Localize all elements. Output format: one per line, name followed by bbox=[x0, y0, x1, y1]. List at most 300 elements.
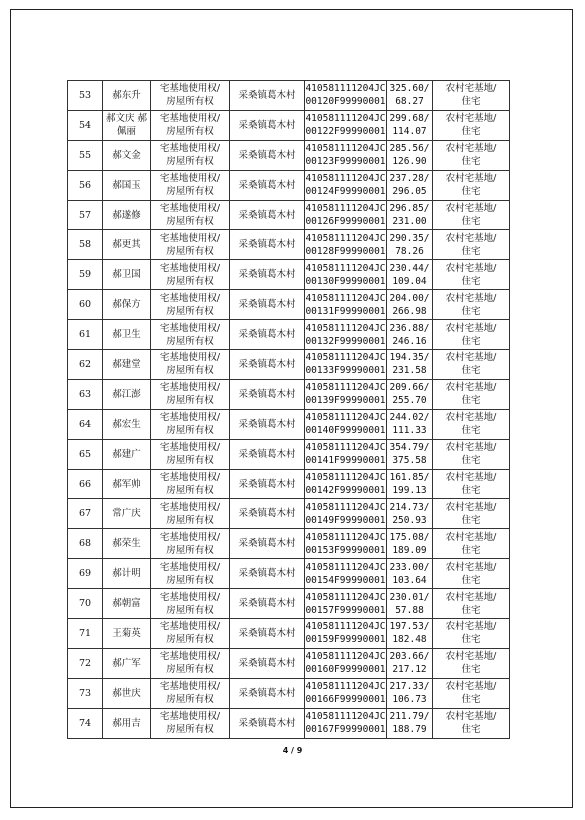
property-code-line-1: 410581111204JC bbox=[305, 262, 386, 274]
property-code bbox=[305, 81, 387, 111]
right-type bbox=[151, 708, 230, 738]
property-code-line-2: 00133F99990001 bbox=[305, 365, 386, 377]
owner-name: 郝军帅 bbox=[103, 469, 151, 499]
usage-line-1: 农村宅基地/ bbox=[445, 561, 497, 573]
location: 采桑镇葛木村 bbox=[230, 81, 305, 111]
row-number: 57 bbox=[68, 200, 103, 230]
row-number: 66 bbox=[68, 469, 103, 499]
property-code-line-2: 00140F99990001 bbox=[305, 425, 386, 437]
records-table-body bbox=[68, 81, 510, 739]
area-line-2: 231.00 bbox=[392, 216, 427, 227]
location: 采桑镇葛木村 bbox=[230, 260, 305, 290]
row-number: 54 bbox=[68, 110, 103, 140]
table-row bbox=[68, 469, 510, 499]
row-number: 62 bbox=[68, 350, 103, 380]
right-type bbox=[151, 200, 230, 230]
property-code-line-1: 410581111204JC bbox=[305, 382, 386, 394]
property-code-line-1: 410581111204JC bbox=[305, 173, 386, 185]
usage-line-1: 农村宅基地/ bbox=[445, 711, 497, 723]
usage bbox=[433, 110, 510, 140]
right-type bbox=[151, 559, 230, 589]
usage bbox=[433, 439, 510, 469]
area-line-2: 114.07 bbox=[392, 126, 427, 138]
area-line-2: 78.26 bbox=[395, 245, 424, 257]
property-code bbox=[305, 379, 387, 409]
property-code-line-1: 410581111204JC bbox=[305, 681, 386, 693]
usage bbox=[433, 619, 510, 649]
area-line-2: 182.48 bbox=[392, 634, 427, 646]
area-line-2: 217.12 bbox=[392, 664, 427, 676]
table-row bbox=[68, 559, 510, 589]
property-code-line-1: 410581111204JC bbox=[305, 232, 386, 244]
right-type bbox=[151, 230, 230, 260]
area bbox=[387, 170, 433, 200]
property-code-line-1: 410581111204JC bbox=[305, 143, 386, 155]
right-type-line-1: 宅基地使用权/ bbox=[159, 501, 221, 513]
right-type bbox=[151, 320, 230, 350]
right-type-line-2: 房屋所有权 bbox=[166, 664, 214, 676]
area-line-1: 244.02/ bbox=[389, 412, 430, 424]
owner-name: 王菊英 bbox=[103, 619, 151, 649]
property-code bbox=[305, 469, 387, 499]
owner-name: 郝用吉 bbox=[103, 708, 151, 738]
usage bbox=[433, 200, 510, 230]
area bbox=[387, 230, 433, 260]
usage bbox=[433, 708, 510, 738]
usage bbox=[433, 140, 510, 170]
usage-line-2: 住宅 bbox=[461, 455, 481, 467]
location: 采桑镇葛木村 bbox=[230, 499, 305, 529]
location: 采桑镇葛木村 bbox=[230, 320, 305, 350]
right-type-line-2: 房屋所有权 bbox=[166, 604, 214, 616]
owner-name: 郝江澎 bbox=[103, 379, 151, 409]
usage bbox=[433, 170, 510, 200]
area-line-2: 126.90 bbox=[392, 156, 427, 168]
table-row bbox=[68, 320, 510, 350]
usage-line-1: 农村宅基地/ bbox=[445, 232, 497, 244]
location: 采桑镇葛木村 bbox=[230, 230, 305, 260]
usage-line-1: 农村宅基地/ bbox=[445, 651, 497, 663]
owner-name: 郝建堂 bbox=[103, 350, 151, 380]
area bbox=[387, 200, 433, 230]
owner-name: 郝计明 bbox=[103, 559, 151, 589]
area bbox=[387, 439, 433, 469]
right-type-line-1: 宅基地使用权/ bbox=[159, 322, 221, 334]
row-number: 61 bbox=[68, 320, 103, 350]
right-type bbox=[151, 350, 230, 380]
usage-line-2: 住宅 bbox=[461, 634, 481, 646]
property-code-line-2: 00149F99990001 bbox=[305, 514, 386, 526]
table-row bbox=[68, 140, 510, 170]
right-type-line-2: 房屋所有权 bbox=[166, 245, 214, 257]
usage-line-2: 住宅 bbox=[461, 694, 481, 706]
right-type-line-1: 宅基地使用权/ bbox=[159, 173, 221, 185]
area bbox=[387, 469, 433, 499]
row-number: 69 bbox=[68, 559, 103, 589]
area-line-1: 204.00/ bbox=[389, 292, 430, 304]
right-type-line-1: 宅基地使用权/ bbox=[159, 262, 221, 274]
usage bbox=[433, 320, 510, 350]
right-type-line-2: 房屋所有权 bbox=[166, 216, 214, 227]
table-row bbox=[68, 110, 510, 140]
property-code bbox=[305, 559, 387, 589]
right-type-line-2: 房屋所有权 bbox=[166, 425, 214, 437]
area-line-2: 296.05 bbox=[392, 186, 427, 198]
property-code-line-1: 410581111204JC bbox=[305, 621, 386, 633]
owner-name: 郝更其 bbox=[103, 230, 151, 260]
location: 采桑镇葛木村 bbox=[230, 200, 305, 230]
area bbox=[387, 140, 433, 170]
property-code-line-1: 410581111204JC bbox=[305, 203, 386, 214]
property-code-line-1: 410581111204JC bbox=[305, 472, 386, 484]
right-type bbox=[151, 409, 230, 439]
right-type bbox=[151, 499, 230, 529]
property-code-line-1: 410581111204JC bbox=[305, 113, 386, 125]
row-number: 56 bbox=[68, 170, 103, 200]
area-line-1: 203.66/ bbox=[389, 651, 430, 663]
area-line-2: 266.98 bbox=[392, 305, 427, 317]
property-code-line-2: 00122F99990001 bbox=[305, 126, 386, 138]
owner-name: 郝国玉 bbox=[103, 170, 151, 200]
area-line-2: 250.93 bbox=[392, 514, 427, 526]
location: 采桑镇葛木村 bbox=[230, 708, 305, 738]
area-line-1: 237.28/ bbox=[389, 173, 430, 185]
usage bbox=[433, 469, 510, 499]
usage bbox=[433, 290, 510, 320]
usage-line-1: 农村宅基地/ bbox=[445, 203, 497, 214]
usage-line-2: 住宅 bbox=[461, 724, 481, 736]
property-code-line-2: 00159F99990001 bbox=[305, 634, 386, 646]
area-line-1: 299.68/ bbox=[389, 113, 430, 125]
usage-line-2: 住宅 bbox=[461, 604, 481, 616]
area bbox=[387, 409, 433, 439]
area-line-2: 109.04 bbox=[392, 275, 427, 287]
location: 采桑镇葛木村 bbox=[230, 678, 305, 708]
property-code bbox=[305, 499, 387, 529]
usage-line-1: 农村宅基地/ bbox=[445, 322, 497, 334]
right-type bbox=[151, 439, 230, 469]
area bbox=[387, 499, 433, 529]
right-type-line-2: 房屋所有权 bbox=[166, 544, 214, 556]
row-number: 71 bbox=[68, 619, 103, 649]
location: 采桑镇葛木村 bbox=[230, 110, 305, 140]
usage-line-1: 农村宅基地/ bbox=[445, 681, 497, 693]
property-code bbox=[305, 320, 387, 350]
property-code-line-1: 410581111204JC bbox=[305, 501, 386, 513]
usage-line-1: 农村宅基地/ bbox=[445, 382, 497, 394]
usage bbox=[433, 678, 510, 708]
usage-line-2: 住宅 bbox=[461, 514, 481, 526]
right-type-line-1: 宅基地使用权/ bbox=[159, 442, 221, 454]
area bbox=[387, 648, 433, 678]
property-code-line-1: 410581111204JC bbox=[305, 83, 386, 95]
location: 采桑镇葛木村 bbox=[230, 559, 305, 589]
right-type bbox=[151, 529, 230, 559]
table-row bbox=[68, 409, 510, 439]
row-number: 70 bbox=[68, 589, 103, 619]
area-line-1: 197.53/ bbox=[389, 621, 430, 633]
table-row bbox=[68, 708, 510, 738]
table-row bbox=[68, 379, 510, 409]
property-code bbox=[305, 110, 387, 140]
owner-name: 郝文金 bbox=[103, 140, 151, 170]
usage-line-2: 住宅 bbox=[461, 245, 481, 257]
usage-line-2: 住宅 bbox=[461, 335, 481, 347]
usage-line-1: 农村宅基地/ bbox=[445, 501, 497, 513]
location: 采桑镇葛木村 bbox=[230, 350, 305, 380]
right-type-line-2: 房屋所有权 bbox=[166, 455, 214, 467]
owner-name: 郝卫国 bbox=[103, 260, 151, 290]
usage bbox=[433, 81, 510, 111]
right-type bbox=[151, 290, 230, 320]
row-number: 67 bbox=[68, 499, 103, 529]
location: 采桑镇葛木村 bbox=[230, 589, 305, 619]
area-line-1: 290.35/ bbox=[389, 232, 430, 244]
usage-line-1: 农村宅基地/ bbox=[445, 621, 497, 633]
location: 采桑镇葛木村 bbox=[230, 140, 305, 170]
area-line-1: 217.33/ bbox=[389, 681, 430, 693]
usage-line-1: 农村宅基地/ bbox=[445, 531, 497, 543]
area bbox=[387, 589, 433, 619]
table-row bbox=[68, 170, 510, 200]
right-type-line-2: 房屋所有权 bbox=[166, 634, 214, 646]
row-number: 53 bbox=[68, 81, 103, 111]
table-row bbox=[68, 589, 510, 619]
property-code-line-2: 00154F99990001 bbox=[305, 574, 386, 586]
page-number: 4 / 9 bbox=[282, 746, 303, 755]
usage bbox=[433, 559, 510, 589]
area-line-1: 233.00/ bbox=[389, 561, 430, 573]
usage bbox=[433, 260, 510, 290]
area-line-2: 255.70 bbox=[392, 395, 427, 407]
area-line-2: 231.58 bbox=[392, 365, 427, 377]
property-code bbox=[305, 439, 387, 469]
area bbox=[387, 260, 433, 290]
property-code-line-1: 410581111204JC bbox=[305, 561, 386, 573]
table-row bbox=[68, 619, 510, 649]
right-type-line-2: 房屋所有权 bbox=[166, 724, 214, 736]
row-number: 60 bbox=[68, 290, 103, 320]
owner-name: 郝朝富 bbox=[103, 589, 151, 619]
right-type-line-2: 房屋所有权 bbox=[166, 126, 214, 138]
property-code bbox=[305, 290, 387, 320]
right-type bbox=[151, 648, 230, 678]
table-row bbox=[68, 81, 510, 111]
usage-line-2: 住宅 bbox=[461, 365, 481, 377]
owner-name: 郝保方 bbox=[103, 290, 151, 320]
right-type bbox=[151, 140, 230, 170]
property-code-line-2: 00130F99990001 bbox=[305, 275, 386, 287]
area bbox=[387, 320, 433, 350]
usage bbox=[433, 230, 510, 260]
usage-line-1: 农村宅基地/ bbox=[445, 442, 497, 454]
usage-line-1: 农村宅基地/ bbox=[445, 352, 497, 364]
right-type-line-1: 宅基地使用权/ bbox=[159, 591, 221, 603]
area-line-1: 175.08/ bbox=[389, 531, 430, 543]
property-code bbox=[305, 409, 387, 439]
area-line-1: 230.01/ bbox=[389, 591, 430, 603]
row-number: 58 bbox=[68, 230, 103, 260]
row-number: 74 bbox=[68, 708, 103, 738]
right-type bbox=[151, 170, 230, 200]
right-type bbox=[151, 678, 230, 708]
table-row bbox=[68, 200, 510, 230]
area bbox=[387, 350, 433, 380]
usage bbox=[433, 529, 510, 559]
right-type-line-1: 宅基地使用权/ bbox=[159, 621, 221, 633]
right-type-line-1: 宅基地使用权/ bbox=[159, 232, 221, 244]
property-code bbox=[305, 200, 387, 230]
property-code-line-2: 00166F99990001 bbox=[305, 694, 386, 706]
location: 采桑镇葛木村 bbox=[230, 170, 305, 200]
row-number: 68 bbox=[68, 529, 103, 559]
area bbox=[387, 290, 433, 320]
usage-line-1: 农村宅基地/ bbox=[445, 143, 497, 155]
location: 采桑镇葛木村 bbox=[230, 439, 305, 469]
table-row bbox=[68, 290, 510, 320]
right-type-line-1: 宅基地使用权/ bbox=[159, 292, 221, 304]
usage-line-2: 住宅 bbox=[461, 395, 481, 407]
location: 采桑镇葛木村 bbox=[230, 409, 305, 439]
property-code-line-1: 410581111204JC bbox=[305, 651, 386, 663]
area bbox=[387, 110, 433, 140]
property-code bbox=[305, 140, 387, 170]
usage-line-1: 农村宅基地/ bbox=[445, 591, 497, 603]
usage-line-2: 住宅 bbox=[461, 305, 481, 317]
right-type-line-1: 宅基地使用权/ bbox=[159, 143, 221, 155]
usage-line-1: 农村宅基地/ bbox=[445, 292, 497, 304]
owner-name: 郝遂修 bbox=[103, 200, 151, 230]
location: 采桑镇葛木村 bbox=[230, 379, 305, 409]
usage-line-1: 农村宅基地/ bbox=[445, 412, 497, 424]
row-number: 64 bbox=[68, 409, 103, 439]
usage bbox=[433, 350, 510, 380]
right-type bbox=[151, 110, 230, 140]
property-code bbox=[305, 708, 387, 738]
right-type-line-2: 房屋所有权 bbox=[166, 96, 214, 108]
right-type bbox=[151, 260, 230, 290]
row-number: 55 bbox=[68, 140, 103, 170]
table-row bbox=[68, 648, 510, 678]
owner-name: 郝世庆 bbox=[103, 678, 151, 708]
area-line-2: 188.79 bbox=[392, 724, 427, 736]
property-code bbox=[305, 170, 387, 200]
usage bbox=[433, 379, 510, 409]
usage-line-2: 住宅 bbox=[461, 485, 481, 497]
right-type-line-1: 宅基地使用权/ bbox=[159, 113, 221, 125]
right-type-line-2: 房屋所有权 bbox=[166, 574, 214, 586]
property-code bbox=[305, 619, 387, 649]
table-row bbox=[68, 260, 510, 290]
property-code-line-2: 00132F99990001 bbox=[305, 335, 386, 347]
right-type bbox=[151, 469, 230, 499]
right-type-line-1: 宅基地使用权/ bbox=[159, 651, 221, 663]
usage-line-1: 农村宅基地/ bbox=[445, 83, 497, 95]
right-type-line-2: 房屋所有权 bbox=[166, 694, 214, 706]
property-code-line-1: 410581111204JC bbox=[305, 442, 386, 454]
area bbox=[387, 81, 433, 111]
property-code-line-2: 00142F99990001 bbox=[305, 485, 386, 497]
location: 采桑镇葛木村 bbox=[230, 648, 305, 678]
usage bbox=[433, 589, 510, 619]
usage bbox=[433, 409, 510, 439]
area-line-2: 57.88 bbox=[395, 604, 424, 616]
right-type-line-2: 房屋所有权 bbox=[166, 186, 214, 198]
right-type-line-1: 宅基地使用权/ bbox=[159, 531, 221, 543]
right-type-line-2: 房屋所有权 bbox=[166, 365, 214, 377]
property-code bbox=[305, 589, 387, 619]
owner-name: 郝广军 bbox=[103, 648, 151, 678]
property-code-line-2: 00131F99990001 bbox=[305, 305, 386, 317]
property-code-line-2: 00153F99990001 bbox=[305, 544, 386, 556]
property-code-line-1: 410581111204JC bbox=[305, 412, 386, 424]
table-row bbox=[68, 350, 510, 380]
usage-line-2: 住宅 bbox=[461, 574, 481, 586]
area-line-1: 285.56/ bbox=[389, 143, 430, 155]
right-type-line-1: 宅基地使用权/ bbox=[159, 681, 221, 693]
usage-line-2: 住宅 bbox=[461, 96, 481, 108]
location: 采桑镇葛木村 bbox=[230, 290, 305, 320]
property-code bbox=[305, 350, 387, 380]
usage-line-2: 住宅 bbox=[461, 156, 481, 168]
owner-name: 郝文庆 郝佩丽 bbox=[103, 110, 151, 140]
right-type bbox=[151, 619, 230, 649]
right-type-line-1: 宅基地使用权/ bbox=[159, 352, 221, 364]
area-line-2: 68.27 bbox=[395, 96, 424, 108]
area bbox=[387, 678, 433, 708]
property-code-line-2: 00160F99990001 bbox=[305, 664, 386, 676]
area-line-2: 106.73 bbox=[392, 694, 427, 706]
row-number: 59 bbox=[68, 260, 103, 290]
records-table bbox=[67, 80, 510, 739]
right-type bbox=[151, 379, 230, 409]
right-type bbox=[151, 589, 230, 619]
property-code bbox=[305, 648, 387, 678]
owner-name: 常广庆 bbox=[103, 499, 151, 529]
area-line-1: 209.66/ bbox=[389, 382, 430, 394]
property-code-line-1: 410581111204JC bbox=[305, 591, 386, 603]
right-type-line-2: 房屋所有权 bbox=[166, 395, 214, 407]
row-number: 73 bbox=[68, 678, 103, 708]
usage-line-1: 农村宅基地/ bbox=[445, 472, 497, 484]
right-type bbox=[151, 81, 230, 111]
property-code bbox=[305, 260, 387, 290]
right-type-line-2: 房屋所有权 bbox=[166, 156, 214, 168]
right-type-line-1: 宅基地使用权/ bbox=[159, 382, 221, 394]
usage-line-2: 住宅 bbox=[461, 544, 481, 556]
area bbox=[387, 529, 433, 559]
table-row bbox=[68, 439, 510, 469]
usage bbox=[433, 499, 510, 529]
table-row bbox=[68, 678, 510, 708]
usage-line-2: 住宅 bbox=[461, 186, 481, 198]
usage-line-2: 住宅 bbox=[461, 216, 481, 227]
right-type-line-1: 宅基地使用权/ bbox=[159, 412, 221, 424]
owner-name: 郝东升 bbox=[103, 81, 151, 111]
right-type-line-2: 房屋所有权 bbox=[166, 485, 214, 497]
area-line-2: 246.16 bbox=[392, 335, 427, 347]
area-line-1: 325.60/ bbox=[389, 83, 430, 95]
right-type-line-2: 房屋所有权 bbox=[166, 305, 214, 317]
property-code-line-1: 410581111204JC bbox=[305, 711, 386, 723]
area-line-1: 236.88/ bbox=[389, 322, 430, 334]
area-line-2: 189.09 bbox=[392, 544, 427, 556]
property-code-line-2: 00124F99990001 bbox=[305, 186, 386, 198]
right-type-line-1: 宅基地使用权/ bbox=[159, 472, 221, 484]
row-number: 63 bbox=[68, 379, 103, 409]
owner-name: 郝荣生 bbox=[103, 529, 151, 559]
usage bbox=[433, 648, 510, 678]
